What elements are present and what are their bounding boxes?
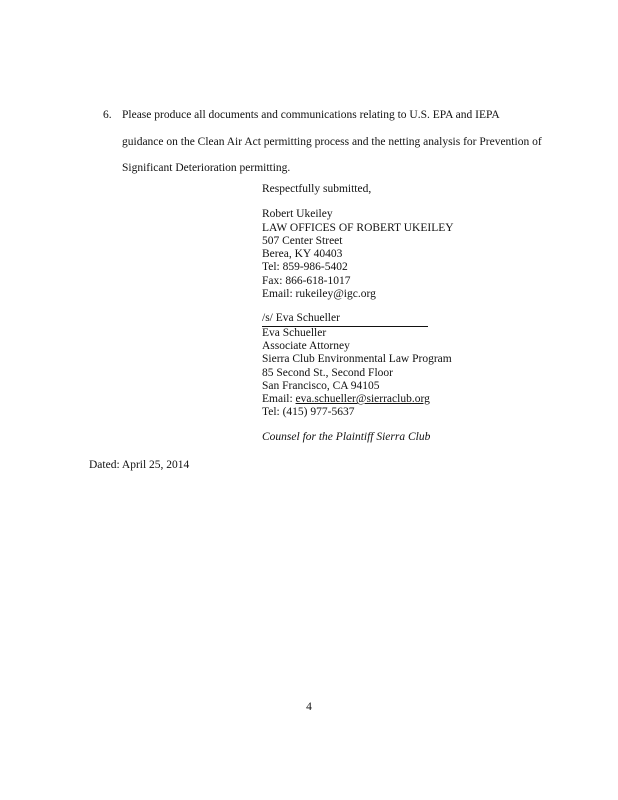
attorney2-email-link[interactable]: eva.schueller@sierraclub.org [295, 393, 430, 406]
attorney2-name: Eva Schueller [262, 326, 327, 339]
spacer [262, 301, 562, 312]
attorney1-name: Robert Ukeiley [262, 208, 333, 221]
attorney2-signature-row [262, 312, 562, 326]
page-number: 4 [306, 701, 312, 713]
closing-salutation: Respectfully submitted, [262, 183, 372, 195]
attorney1-fax: Fax: 866-618-1017 [262, 274, 351, 287]
attorney2-email-row [262, 393, 562, 406]
request-text: Please produce all documents and communications relating to U.S. EPA and IEPA guidance on the Clean Air Act permitting process and the netting analysis for Prevention of Significant Deterioration permitting. [122, 109, 542, 174]
attorney2-tel: Tel: (415) 977-5637 [262, 406, 355, 419]
attorney2-street: 85 Second St., Second Floor [262, 366, 393, 379]
attorney1-city: Berea, KY 40403 [262, 248, 343, 261]
attorney1-tel: Tel: 859-986-5402 [262, 261, 348, 274]
attorney2-city: San Francisco, CA 94105 [262, 379, 380, 392]
counsel-designation: Counsel for the Plaintiff Sierra Club [262, 430, 431, 443]
attorney2-signature: /s/ Eva Schueller [262, 312, 428, 326]
date-line: Dated: April 25, 2014 [89, 459, 190, 471]
request-item-6 [103, 102, 543, 182]
signature-block [262, 183, 562, 444]
request-number: 6. [103, 109, 112, 121]
attorney2-email-label: Email: [262, 393, 296, 406]
attorney2-title: Associate Attorney [262, 339, 350, 352]
attorney1-firm: LAW OFFICES OF ROBERT UKEILEY [262, 221, 454, 234]
attorney1-email: Email: rukeiley@igc.org [262, 288, 376, 301]
attorney2-org: Sierra Club Environmental Law Program [262, 353, 452, 366]
attorney1-street: 507 Center Street [262, 234, 343, 247]
